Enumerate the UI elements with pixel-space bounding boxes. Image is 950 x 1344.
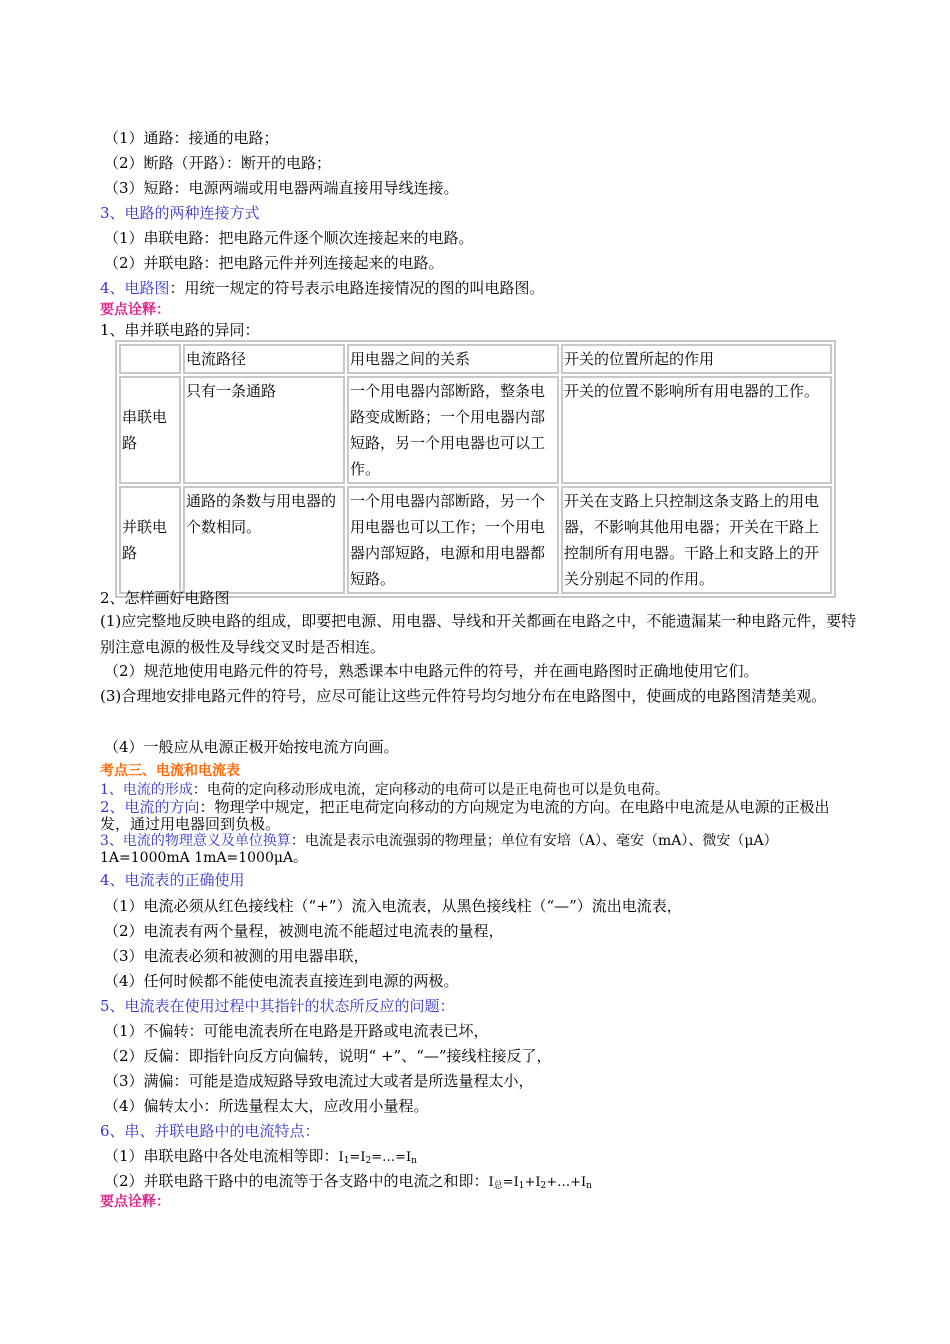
pointer-title: 5、电流表在使用过程中其指针的状态所反应的问题： [100, 997, 455, 1015]
current-formation [100, 782, 669, 799]
section4-text: ：用统一规定的符号表示电路连接情况的图的叫电路图。 [169, 279, 545, 297]
drawing-item-2: （2）规范地使用电路元件的符号，熟悉课本中电路元件的符号，并在画电路图时正确地使用它们。 [104, 662, 759, 680]
current-unit-label: 3、电流的物理意义及单位换算 [100, 833, 291, 849]
circuit-state-closed: （1）通路：接通的电路； [104, 129, 279, 147]
row-label-parallel: 并联电路 [119, 486, 181, 594]
current-direction [100, 799, 858, 833]
parallel-feature-line [104, 1171, 592, 1196]
current-direction-text: ：物理学中规定，把正电荷定向移动的方向规定为电流的方向。在电路中电流是从电源的正极出发，通过用电器回到负极。 [100, 798, 830, 833]
kaodian3-title: 考点三、电流和电流表 [100, 763, 240, 779]
pointer-item-2: （2）反偏：即指针向反方向偏转，说明“ +”、“—”接线柱接反了， [104, 1047, 552, 1065]
ammeter-rule-4: （4）任何时候都不能使电流表直接连到电源的两极。 [104, 972, 459, 990]
parallel-feature: （2）并联电路干路中的电流等于各支路中的电流之和即： [104, 1172, 489, 1190]
cell-path: 通路的条数与用电器的个数相同。 [183, 486, 345, 594]
cell-switch: 开关的位置不影响所有用电器的工作。 [561, 376, 832, 484]
drawing-item-4: （4）一般应从电源正极开始按电流方向画。 [104, 738, 399, 756]
current-formation-text: ：电荷的定向移动形成电流，定向移动的电荷可以是正电荷也可以是负电荷。 [192, 782, 669, 798]
pointer-item-3: （3）满偏：可能是造成短路导致电流过大或者是所选量程太小， [104, 1072, 534, 1090]
table-row [119, 376, 832, 484]
compare-intro: 1、串并联电路的异同： [100, 321, 260, 339]
parallel-formula: $I_总=I_1+I_2+\dots+I_n$ [488, 1175, 592, 1191]
key-points-title-1: 要点诠释： [100, 302, 170, 318]
table-header-cell: 电流路径 [183, 344, 345, 374]
current-unit [100, 833, 778, 850]
pointer-item-4: （4）偏转太小：所选量程太大，应改用小量程。 [104, 1097, 429, 1115]
table-row [119, 486, 832, 594]
drawing-item-1: (1)应完整地反映电路的组成，即要把电源、用电器、导线和开关都画在电路之中，不能遗漏某一种电路元件，要特别注意电源的极性及导线交叉时是否相连。 [100, 612, 857, 656]
circuit-state-open: （2）断路（开路）：断开的电路； [104, 154, 332, 172]
section4-label: 4、电路图 [100, 279, 170, 297]
series-definition: （1）串联电路：把电路元件逐个顺次连接起来的电路。 [104, 229, 474, 247]
parallel-definition: （2）并联电路：把电路元件并列连接起来的电路。 [104, 254, 444, 272]
table-header-cell [119, 344, 181, 374]
row-label-series: 串联电路 [119, 376, 181, 484]
cell-relation: 一个用电器内部断路，整条电路变成断路；一个用电器内部短路，另一个用电器也可以工作。 [347, 376, 559, 484]
current-unit-text: ：电流是表示电流强弱的物理量；单位有安培（A）、毫安（mA）、微安（μA） [290, 833, 778, 849]
table-header-cell: 用电器之间的关系 [347, 344, 559, 374]
table-header-cell: 开关的位置所起的作用 [561, 344, 832, 374]
features-title: 6、串、并联电路中的电流特点： [100, 1122, 320, 1140]
comparison-table [115, 340, 836, 598]
table-header-row [119, 344, 832, 374]
cell-relation: 一个用电器内部断路，另一个用电器也可以工作；一个用电器内部短路，电源和用电器都短路。 [347, 486, 559, 594]
unit-conversion: 1A=1000mA 1mA=1000μA。 [100, 850, 308, 866]
series-feature-line [104, 1146, 417, 1171]
ammeter-rule-1: （1）电流必须从红色接线柱（“+”）流入电流表，从黑色接线柱（“—”）流出电流表， [104, 897, 682, 915]
cell-switch: 开关在支路上只控制这条支路上的用电器，不影响其他用电器；开关在干路上控制所有用电器。干路上和支路上的开关分别起不同的作用。 [561, 486, 832, 594]
ammeter-use-title: 4、电流表的正确使用 [100, 871, 245, 889]
drawing-title: 2、怎样画好电路图 [100, 589, 230, 607]
cell-path: 只有一条通路 [183, 376, 345, 484]
ammeter-rule-2: （2）电流表有两个量程，被测电流不能超过电流表的量程， [104, 922, 504, 940]
pointer-item-1: （1）不偏转：可能电流表所在电路是开路或电流表已坏， [104, 1022, 489, 1040]
series-formula: $I_1=I_2=\dots=I_n$ [338, 1150, 417, 1166]
section3-title: 3、电路的两种连接方式 [100, 204, 260, 222]
current-formation-label: 1、电流的形成 [100, 782, 193, 798]
circuit-state-short: （3）短路：电源两端或用电器两端直接用导线连接。 [104, 179, 459, 197]
current-direction-label: 2、电流的方向 [100, 798, 200, 816]
series-feature: （1）串联电路中各处电流相等即： [104, 1147, 339, 1165]
drawing-item-3: (3)合理地安排电路元件的符号，应尽可能让这些元件符号均匀地分布在电路图中，使画成的电路图清楚美观。 [100, 687, 827, 705]
section4-line [100, 278, 545, 298]
ammeter-rule-3: （3）电流表必须和被测的用电器串联， [104, 947, 369, 965]
key-points-title-2: 要点诠释： [100, 1194, 170, 1210]
